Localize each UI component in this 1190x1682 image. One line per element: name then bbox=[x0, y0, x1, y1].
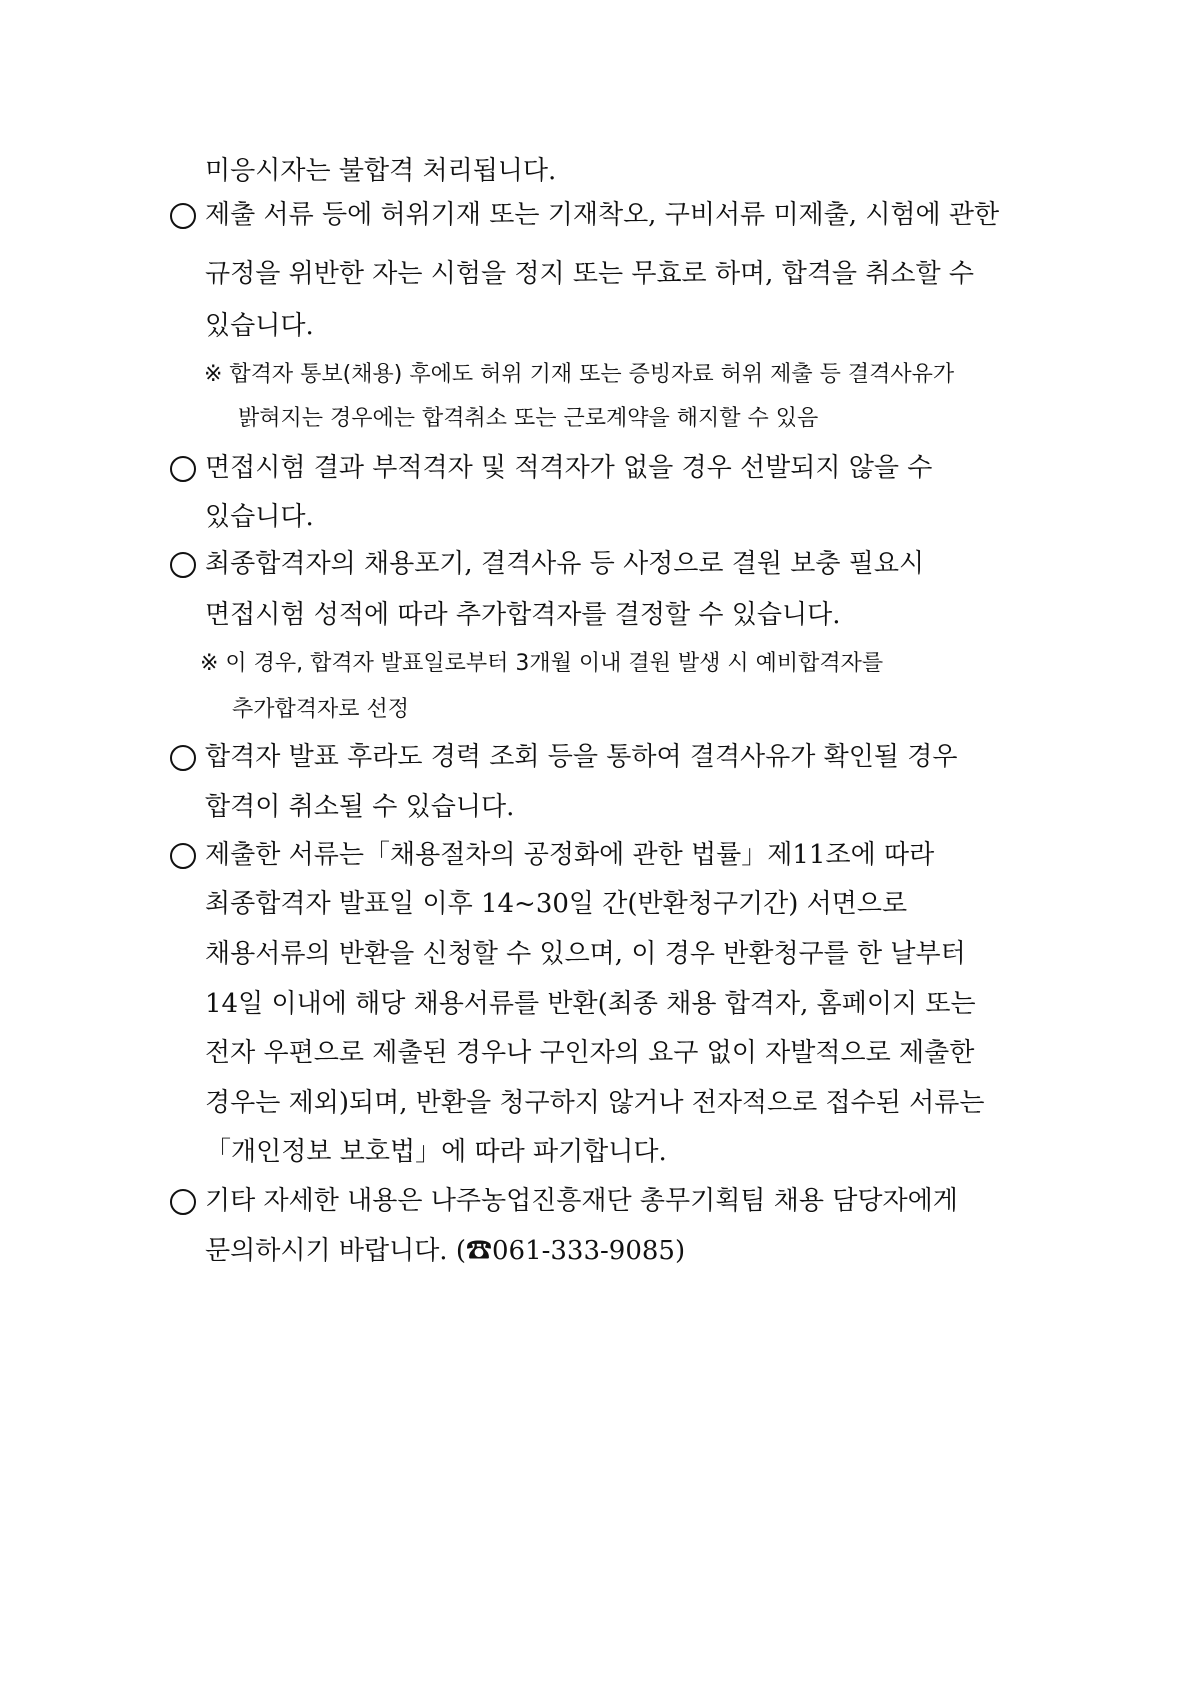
text-line: 채용서류의 반환을 신청할 수 있으며, 이 경우 반환청구를 한 날부터 bbox=[205, 939, 966, 969]
text-line: 경우는 제외)되며, 반환을 청구하지 않거나 전자적으로 접수된 서류는 bbox=[205, 1088, 985, 1118]
text-line: 제출 서류 등에 허위기재 또는 기재착오, 구비서류 미제출, 시험에 관한 bbox=[205, 200, 1000, 230]
circle-bullet-icon bbox=[170, 203, 196, 229]
text-line: 전자 우편으로 제출된 경우나 구인자의 요구 없이 자발적으로 제출한 bbox=[205, 1038, 975, 1068]
text-line: 최종합격자의 채용포기, 결격사유 등 사정으로 결원 보충 필요시 bbox=[205, 549, 925, 579]
note-line: ※ 이 경우, 합격자 발표일로부터 3개월 이내 결원 발생 시 예비합격자를 bbox=[200, 651, 884, 676]
circle-bullet-icon bbox=[170, 1189, 196, 1215]
text-line: 합격이 취소될 수 있습니다. bbox=[205, 792, 515, 822]
text-line: 규정을 위반한 자는 시험을 정지 또는 무효로 하며, 합격을 취소할 수 bbox=[205, 259, 975, 289]
text-line: 미응시자는 불합격 처리됩니다. bbox=[205, 156, 557, 186]
text-line: 제출한 서류는「채용절차의 공정화에 관한 법률」제11조에 따라 bbox=[205, 840, 935, 870]
note-line: 추가합격자로 선정 bbox=[232, 697, 410, 722]
circle-bullet-icon bbox=[170, 456, 196, 482]
circle-bullet-icon bbox=[170, 745, 196, 771]
text-line: 문의하시기 바랍니다. (☎061-333-9085) bbox=[205, 1236, 686, 1266]
text-line: 14일 이내에 해당 채용서류를 반환(최종 채용 합격자, 홈페이지 또는 bbox=[205, 989, 976, 1019]
text-line: 면접시험 결과 부적격자 및 적격자가 없을 경우 선발되지 않을 수 bbox=[205, 453, 933, 483]
text-line: 「개인정보 보호법」에 따라 파기합니다. bbox=[205, 1137, 667, 1167]
text-line: 면접시험 성적에 따라 추가합격자를 결정할 수 있습니다. bbox=[205, 600, 841, 630]
circle-bullet-icon bbox=[170, 843, 196, 869]
note-line: ※ 합격자 통보(채용) 후에도 허위 기재 또는 증빙자료 허위 제출 등 결격사유가 bbox=[204, 362, 955, 387]
text-line: 있습니다. bbox=[205, 502, 314, 532]
circle-bullet-icon bbox=[170, 552, 196, 578]
text-line: 기타 자세한 내용은 나주농업진흥재단 총무기획팀 채용 담당자에게 bbox=[205, 1186, 958, 1216]
note-line: 밝혀지는 경우에는 합격취소 또는 근로계약을 해지할 수 있음 bbox=[238, 406, 819, 431]
text-line: 최종합격자 발표일 이후 14~30일 간(반환청구기간) 서면으로 bbox=[205, 889, 908, 919]
text-line: 합격자 발표 후라도 경력 조회 등을 통하여 결격사유가 확인될 경우 bbox=[205, 742, 958, 772]
text-line: 있습니다. bbox=[205, 311, 314, 341]
